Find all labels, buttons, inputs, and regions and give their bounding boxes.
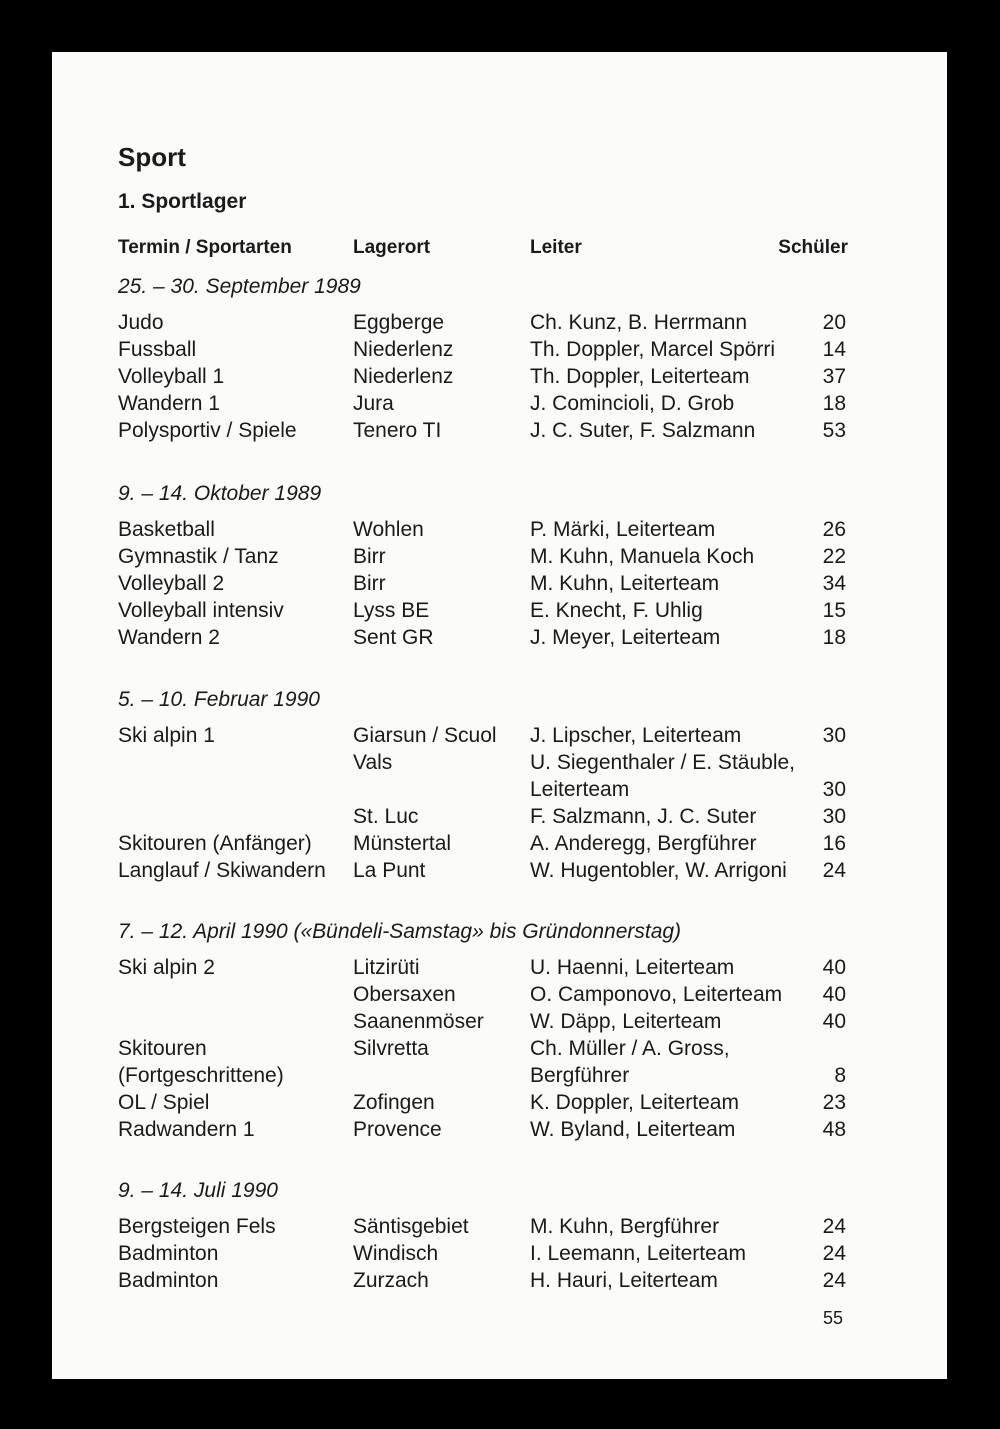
cell-schueler: 53 — [822, 419, 846, 442]
cell-leiter: J. C. Suter, F. Salzmann — [530, 419, 756, 442]
cell-leiter: P. Märki, Leiterteam — [530, 518, 716, 541]
cell-lagerort: Obersaxen — [353, 983, 456, 1006]
cell-lagerort: Niederlenz — [353, 338, 454, 361]
table-row — [118, 778, 846, 805]
cell-lagerort: Wohlen — [353, 518, 424, 541]
section-heading: 1. Sportlager — [118, 190, 247, 213]
table-row — [118, 1091, 846, 1118]
cell-schueler: 20 — [822, 311, 846, 334]
table-row — [118, 338, 846, 365]
table-row — [118, 859, 846, 886]
cell-sportart: Skitouren (Anfänger) — [118, 832, 312, 855]
cell-schueler: 23 — [822, 1091, 846, 1114]
cell-leiter: M. Kuhn, Bergführer — [530, 1215, 720, 1238]
cell-schueler: 8 — [834, 1064, 846, 1087]
cell-lagerort: Birr — [353, 545, 386, 568]
cell-leiter: H. Hauri, Leiterteam — [530, 1269, 718, 1292]
cell-sportart: Badminton — [118, 1242, 219, 1265]
column-headers — [118, 237, 848, 261]
cell-leiter: Ch. Müller / A. Gross, — [530, 1037, 730, 1060]
table-row — [118, 1037, 846, 1064]
cell-lagerort: Niederlenz — [353, 365, 454, 388]
column-header-leiter: Leiter — [530, 237, 582, 258]
cell-schueler: 48 — [822, 1118, 846, 1141]
table-row — [118, 751, 846, 778]
cell-lagerort: Jura — [353, 392, 394, 415]
cell-sportart: Volleyball intensiv — [118, 599, 284, 622]
cell-sportart: Radwandern 1 — [118, 1118, 255, 1141]
table-row — [118, 983, 846, 1010]
cell-leiter: K. Doppler, Leiterteam — [530, 1091, 739, 1114]
column-header-termin: Termin / Sportarten — [118, 237, 292, 258]
cell-lagerort: La Punt — [353, 859, 426, 882]
cell-lagerort: Münstertal — [353, 832, 452, 855]
cell-leiter: W. Hugentobler, W. Arrigoni — [530, 859, 787, 882]
cell-lagerort: Vals — [353, 751, 393, 774]
cell-schueler: 30 — [822, 724, 846, 747]
cell-leiter: M. Kuhn, Leiterteam — [530, 572, 720, 595]
cell-schueler: 16 — [822, 832, 846, 855]
column-header-lagerort: Lagerort — [353, 237, 431, 258]
table-row — [118, 365, 846, 392]
cell-schueler: 40 — [822, 956, 846, 979]
cell-lagerort: Lyss BE — [353, 599, 430, 622]
page-heading: Sport — [118, 142, 186, 172]
cell-lagerort: Tenero TI — [353, 419, 442, 442]
cell-sportart: Gymnastik / Tanz — [118, 545, 279, 568]
document-page — [52, 52, 947, 1379]
cell-sportart: Ski alpin 1 — [118, 724, 215, 747]
cell-sportart: OL / Spiel — [118, 1091, 210, 1114]
cell-leiter: W. Däpp, Leiterteam — [530, 1010, 722, 1033]
cell-lagerort: Silvretta — [353, 1037, 429, 1060]
cell-sportart: Bergsteigen Fels — [118, 1215, 276, 1238]
cell-lagerort: Zurzach — [353, 1269, 429, 1292]
cell-sportart: Wandern 2 — [118, 626, 220, 649]
cell-schueler: 37 — [822, 365, 846, 388]
cell-sportart: Volleyball 1 — [118, 365, 225, 388]
cell-lagerort: Eggberge — [353, 311, 445, 334]
table-row — [118, 956, 846, 983]
cell-sportart: (Fortgeschrittene) — [118, 1064, 284, 1087]
cell-lagerort: Litzirüti — [353, 956, 420, 979]
cell-lagerort: Sent GR — [353, 626, 434, 649]
cell-leiter: J. Meyer, Leiterteam — [530, 626, 721, 649]
cell-schueler: 24 — [822, 1269, 846, 1292]
cell-leiter: A. Anderegg, Bergführer — [530, 832, 757, 855]
cell-lagerort: Säntisgebiet — [353, 1215, 469, 1238]
table-row — [118, 1118, 846, 1145]
date-heading: 7. – 12. April 1990 («Bündeli-Samstag» bis Gründonnerstag) — [118, 920, 682, 943]
cell-sportart: Badminton — [118, 1269, 219, 1292]
cell-leiter: O. Camponovo, Leiterteam — [530, 983, 783, 1006]
date-heading: 25. – 30. September 1989 — [118, 275, 361, 298]
table-row — [118, 1010, 846, 1037]
cell-schueler: 30 — [822, 805, 846, 828]
cell-leiter: U. Siegenthaler / E. Stäuble, — [530, 751, 795, 774]
cell-schueler: 30 — [822, 778, 846, 801]
cell-schueler: 15 — [822, 599, 846, 622]
cell-schueler: 24 — [822, 1215, 846, 1238]
cell-lagerort: Giarsun / Scuol — [353, 724, 497, 747]
cell-leiter: E. Knecht, F. Uhlig — [530, 599, 703, 622]
cell-leiter: J. Lipscher, Leiterteam — [530, 724, 742, 747]
table-row — [118, 1064, 846, 1091]
cell-sportart: Ski alpin 2 — [118, 956, 215, 979]
table-row — [118, 832, 846, 859]
cell-lagerort: Birr — [353, 572, 386, 595]
date-heading: 9. – 14. Juli 1990 — [118, 1179, 278, 1202]
cell-lagerort: Saanenmöser — [353, 1010, 484, 1033]
date-heading: 9. – 14. Oktober 1989 — [118, 482, 322, 505]
cell-schueler: 24 — [822, 1242, 846, 1265]
cell-lagerort: Windisch — [353, 1242, 439, 1265]
cell-schueler: 18 — [822, 392, 846, 415]
cell-leiter: Ch. Kunz, B. Herrmann — [530, 311, 748, 334]
table-row — [118, 419, 846, 446]
cell-sportart: Polysportiv / Spiele — [118, 419, 297, 442]
cell-schueler: 18 — [822, 626, 846, 649]
table-row — [118, 545, 846, 572]
cell-schueler: 24 — [822, 859, 846, 882]
date-heading: 5. – 10. Februar 1990 — [118, 688, 320, 711]
cell-schueler: 14 — [822, 338, 846, 361]
cell-leiter: Th. Doppler, Marcel Spörri — [530, 338, 776, 361]
cell-leiter: Bergführer — [530, 1064, 630, 1087]
cell-leiter: J. Comincioli, D. Grob — [530, 392, 735, 415]
cell-sportart: Basketball — [118, 518, 215, 541]
page-number: 55 — [823, 1308, 844, 1328]
cell-sportart: Fussball — [118, 338, 197, 361]
column-header-schueler: Schüler — [778, 237, 848, 258]
cell-leiter: F. Salzmann, J. C. Suter — [530, 805, 757, 828]
cell-sportart: Wandern 1 — [118, 392, 220, 415]
cell-leiter: Leiterteam — [530, 778, 630, 801]
cell-lagerort: St. Luc — [353, 805, 419, 828]
table-row — [118, 1269, 846, 1296]
table-row — [118, 1215, 846, 1242]
cell-leiter: I. Leemann, Leiterteam — [530, 1242, 746, 1265]
table-row — [118, 626, 846, 653]
cell-schueler: 40 — [822, 983, 846, 1006]
cell-sportart: Judo — [118, 311, 164, 334]
cell-schueler: 34 — [822, 572, 846, 595]
table-row — [118, 724, 846, 751]
cell-schueler: 40 — [822, 1010, 846, 1033]
table-row — [118, 572, 846, 599]
table-row — [118, 599, 846, 626]
cell-schueler: 22 — [822, 545, 846, 568]
cell-lagerort: Provence — [353, 1118, 442, 1141]
cell-sportart: Langlauf / Skiwandern — [118, 859, 326, 882]
cell-sportart: Skitouren — [118, 1037, 207, 1060]
cell-sportart: Volleyball 2 — [118, 572, 225, 595]
table-row — [118, 311, 846, 338]
cell-leiter: U. Haenni, Leiterteam — [530, 956, 735, 979]
cell-schueler: 26 — [822, 518, 846, 541]
table-row — [118, 518, 846, 545]
table-row — [118, 1242, 846, 1269]
cell-lagerort: Zofingen — [353, 1091, 435, 1114]
table-row — [118, 392, 846, 419]
cell-leiter: Th. Doppler, Leiterteam — [530, 365, 750, 388]
cell-leiter: M. Kuhn, Manuela Koch — [530, 545, 755, 568]
cell-leiter: W. Byland, Leiterteam — [530, 1118, 736, 1141]
table-row — [118, 805, 846, 832]
